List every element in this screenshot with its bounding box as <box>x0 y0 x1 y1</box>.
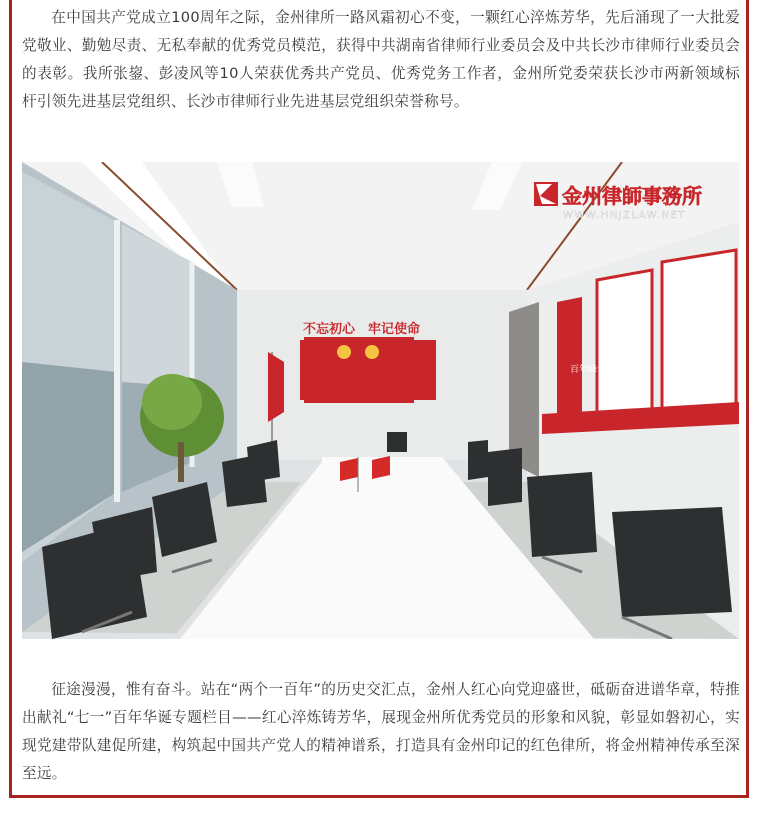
meeting-room-illustration <box>22 162 739 639</box>
closing-paragraph: 征途漫漫，惟有奋斗。站在“两个一百年”的历史交汇点，金州人红心向党迎盛世，砥砺奋进谱华章，特推出献礼“七一”百年华诞专题栏目——红心淬炼铸芳华，展现金州所优秀党员的形象和风貌，彰显如磐初心，实现党建带队建促所建，构筑起中国共产党人的精神谱系，打造具有金州印记的红色律所，将金州精神传承至深至远。 <box>22 681 740 782</box>
logo-text: 金州律師事務所 <box>562 184 702 208</box>
wall-slogan: 不忘初心 牢记使命 <box>303 322 421 337</box>
panel-text: 百年峰华 <box>570 365 607 375</box>
intro-paragraph: 在中国共产党成立100周年之际，金州律所一路风霜初心不变，一颗红心淬炼芳华，先后涌现了一大批爱党敬业、勤勉尽责、无私奉献的优秀党员模范，获得中共湖南省律师行业委员会及中共长沙市律师行业委员会的表彰。我所张鋆、彭凌风等10人荣获优秀共产党员、优秀党务工作者，金州所党委荣获长沙市两新领域标杆引领先进基层党组织、长沙市律师行业先进基层党组织荣誉称号。 <box>22 9 740 110</box>
meeting-room-photo <box>22 162 739 639</box>
logo-url: WWW.HNJZLAW.NET <box>563 210 686 221</box>
